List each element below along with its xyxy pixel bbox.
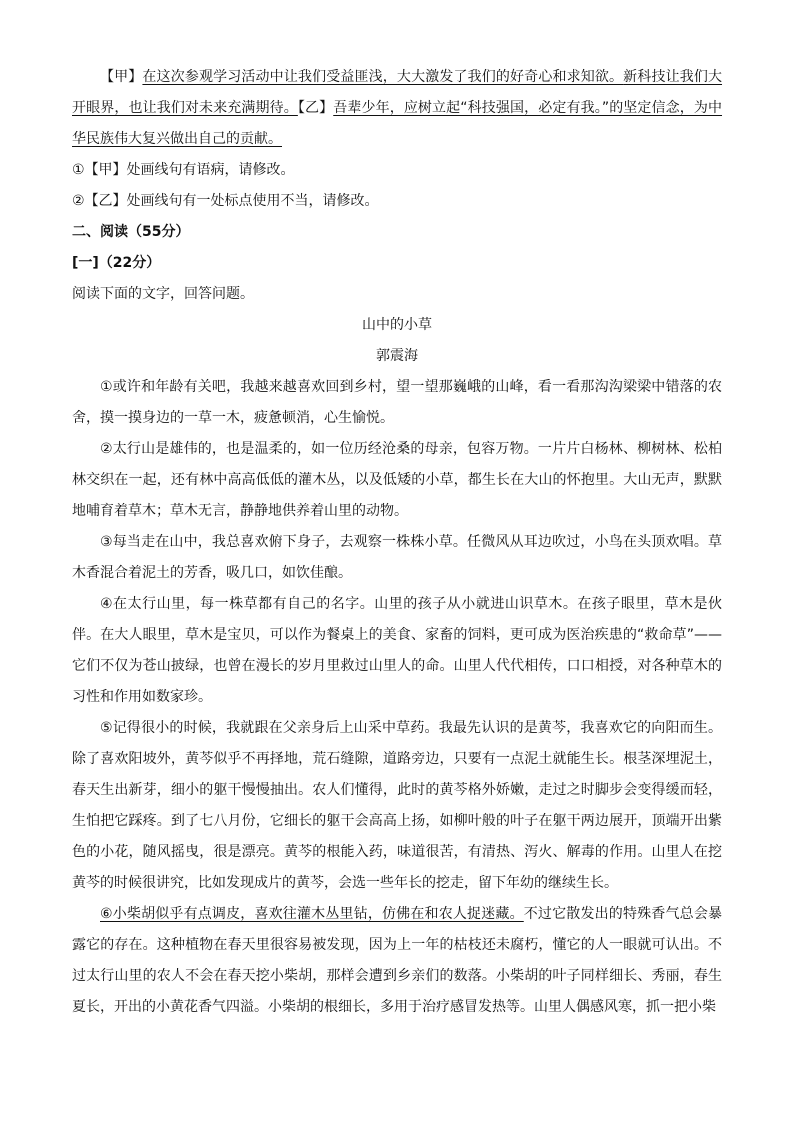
document-page [72, 62, 722, 1023]
article-paragraph-2: ②太行山是雄伟的，也是温柔的，如一位历经沧桑的母亲，包容万物。一片片白杨林、柳树林、松柏林交织在一起，还有林中高高低低的灌木丛，以及低矮的小草，都生长在大山的怀抱里。大山无声，默默地哺育着草木；草木无言，静静地供养着山里的动物。 [72, 441, 722, 519]
jia-rest-sentence: 新科技让我们大开眼界，也让我们对未来充满期待。 [72, 69, 723, 116]
p6-underlined-sentence: ⑥小柴胡似乎有点调皮，喜欢往灌木丛里钻，仿佛在和农人捉迷藏。 [100, 906, 524, 922]
yi-underlined-sentence: 吾辈少年，应树立起“科技强国，必定有我。”的坚定信念，为中华民族伟大复兴做出自己的贡献。 [72, 100, 723, 147]
article-paragraph-6 [72, 899, 722, 1023]
article-paragraph-5: ⑤记得很小的时候，我就跟在父亲身后上山采中草药。我最先认识的是黄芩，我喜欢它的向阳而生。除了喜欢阳坡外，黄芩似乎不再择地，荒石缝隙，道路旁边，只要有一点泥土就能生长。根茎深埋泥土，春天生出新芽，细小的躯干慢慢抽出。农人们懂得，此时的黄芩格外娇嫩，走过之时脚步会变得缓而轻，生怕把它踩疼。到了七八月份，它细长的躯干会高高上扬，如柳叶般的叶子在躯干两边展开，顶端开出紫色的小花，随风摇曳，很是漂亮。黄芩的根能入药，味道很苦，有清热、泻火、解毒的作用。山里人在挖黄芩的时候很讲究，比如发现成片的黄芩，会选一些年长的挖走，留下年幼的继续生长。 [72, 720, 722, 891]
article-paragraph-4: ④在太行山里，每一株草都有自己的名字。山里的孩子从小就进山识草木。在孩子眼里，草木是伙伴。在大人眼里，草木是宝贝，可以作为餐桌上的美食、家畜的饲料，更可成为医治疾患的“救命草”——它们不仅为苍山披绿，也曾在漫长的岁月里救过山里人的命。山里人代代相传，口口相授，对各种草木的习性和作用如数家珍。 [72, 596, 722, 705]
question-2: ②【乙】处画线句有一处标点使用不当，请修改。 [72, 193, 379, 209]
yi-label: 【乙】 [297, 100, 334, 116]
article-paragraph-1: ①或许和年龄有关吧，我越来越喜欢回到乡村，望一望那巍峨的山峰，看一看那沟沟梁梁中错落的农舍，摸一摸身边的一草一木，疲惫顿消，心生愉悦。 [72, 379, 722, 426]
jia-label: 【甲】 [100, 69, 143, 85]
intro-passage [72, 62, 722, 155]
section-heading: 二、阅读（55分） [72, 224, 190, 240]
question-1: ①【甲】处画线句有语病，请修改。 [72, 162, 295, 178]
sub-heading: [一]（22分） [72, 255, 161, 271]
article-paragraph-3: ③每当走在山中，我总喜欢俯下身子，去观察一株株小草。任微风从耳边吹过，小鸟在头顶欢唱。草木香混合着泥土的芳香，吸几口，如饮佳酿。 [72, 534, 722, 581]
article-author: 郭震海 [376, 348, 418, 364]
reading-instruction: 阅读下面的文字，回答问题。 [72, 286, 254, 302]
article-title: 山中的小草 [362, 317, 432, 333]
p6-rest: 不过它散发出的特殊香气总会暴露它的存在。这种植物在春天里很容易被发现，因为上一年的枯枝还未腐朽，懂它的人一眼就可认出。不过太行山里的农人不会在春天挖小柴胡，那样会遭到乡亲们的数落。小柴胡的叶子同样细长、秀丽，春生夏长，开出的小黄花香气四溢。小柴胡的根细长，多用于治疗感冒发热等。山里人偶感风寒，抓一把小柴 [72, 906, 722, 1015]
jia-underlined-sentence: 在这次参观学习活动中让我们受益匪浅，大大激发了我们的好奇心和求知欲。 [142, 69, 624, 85]
